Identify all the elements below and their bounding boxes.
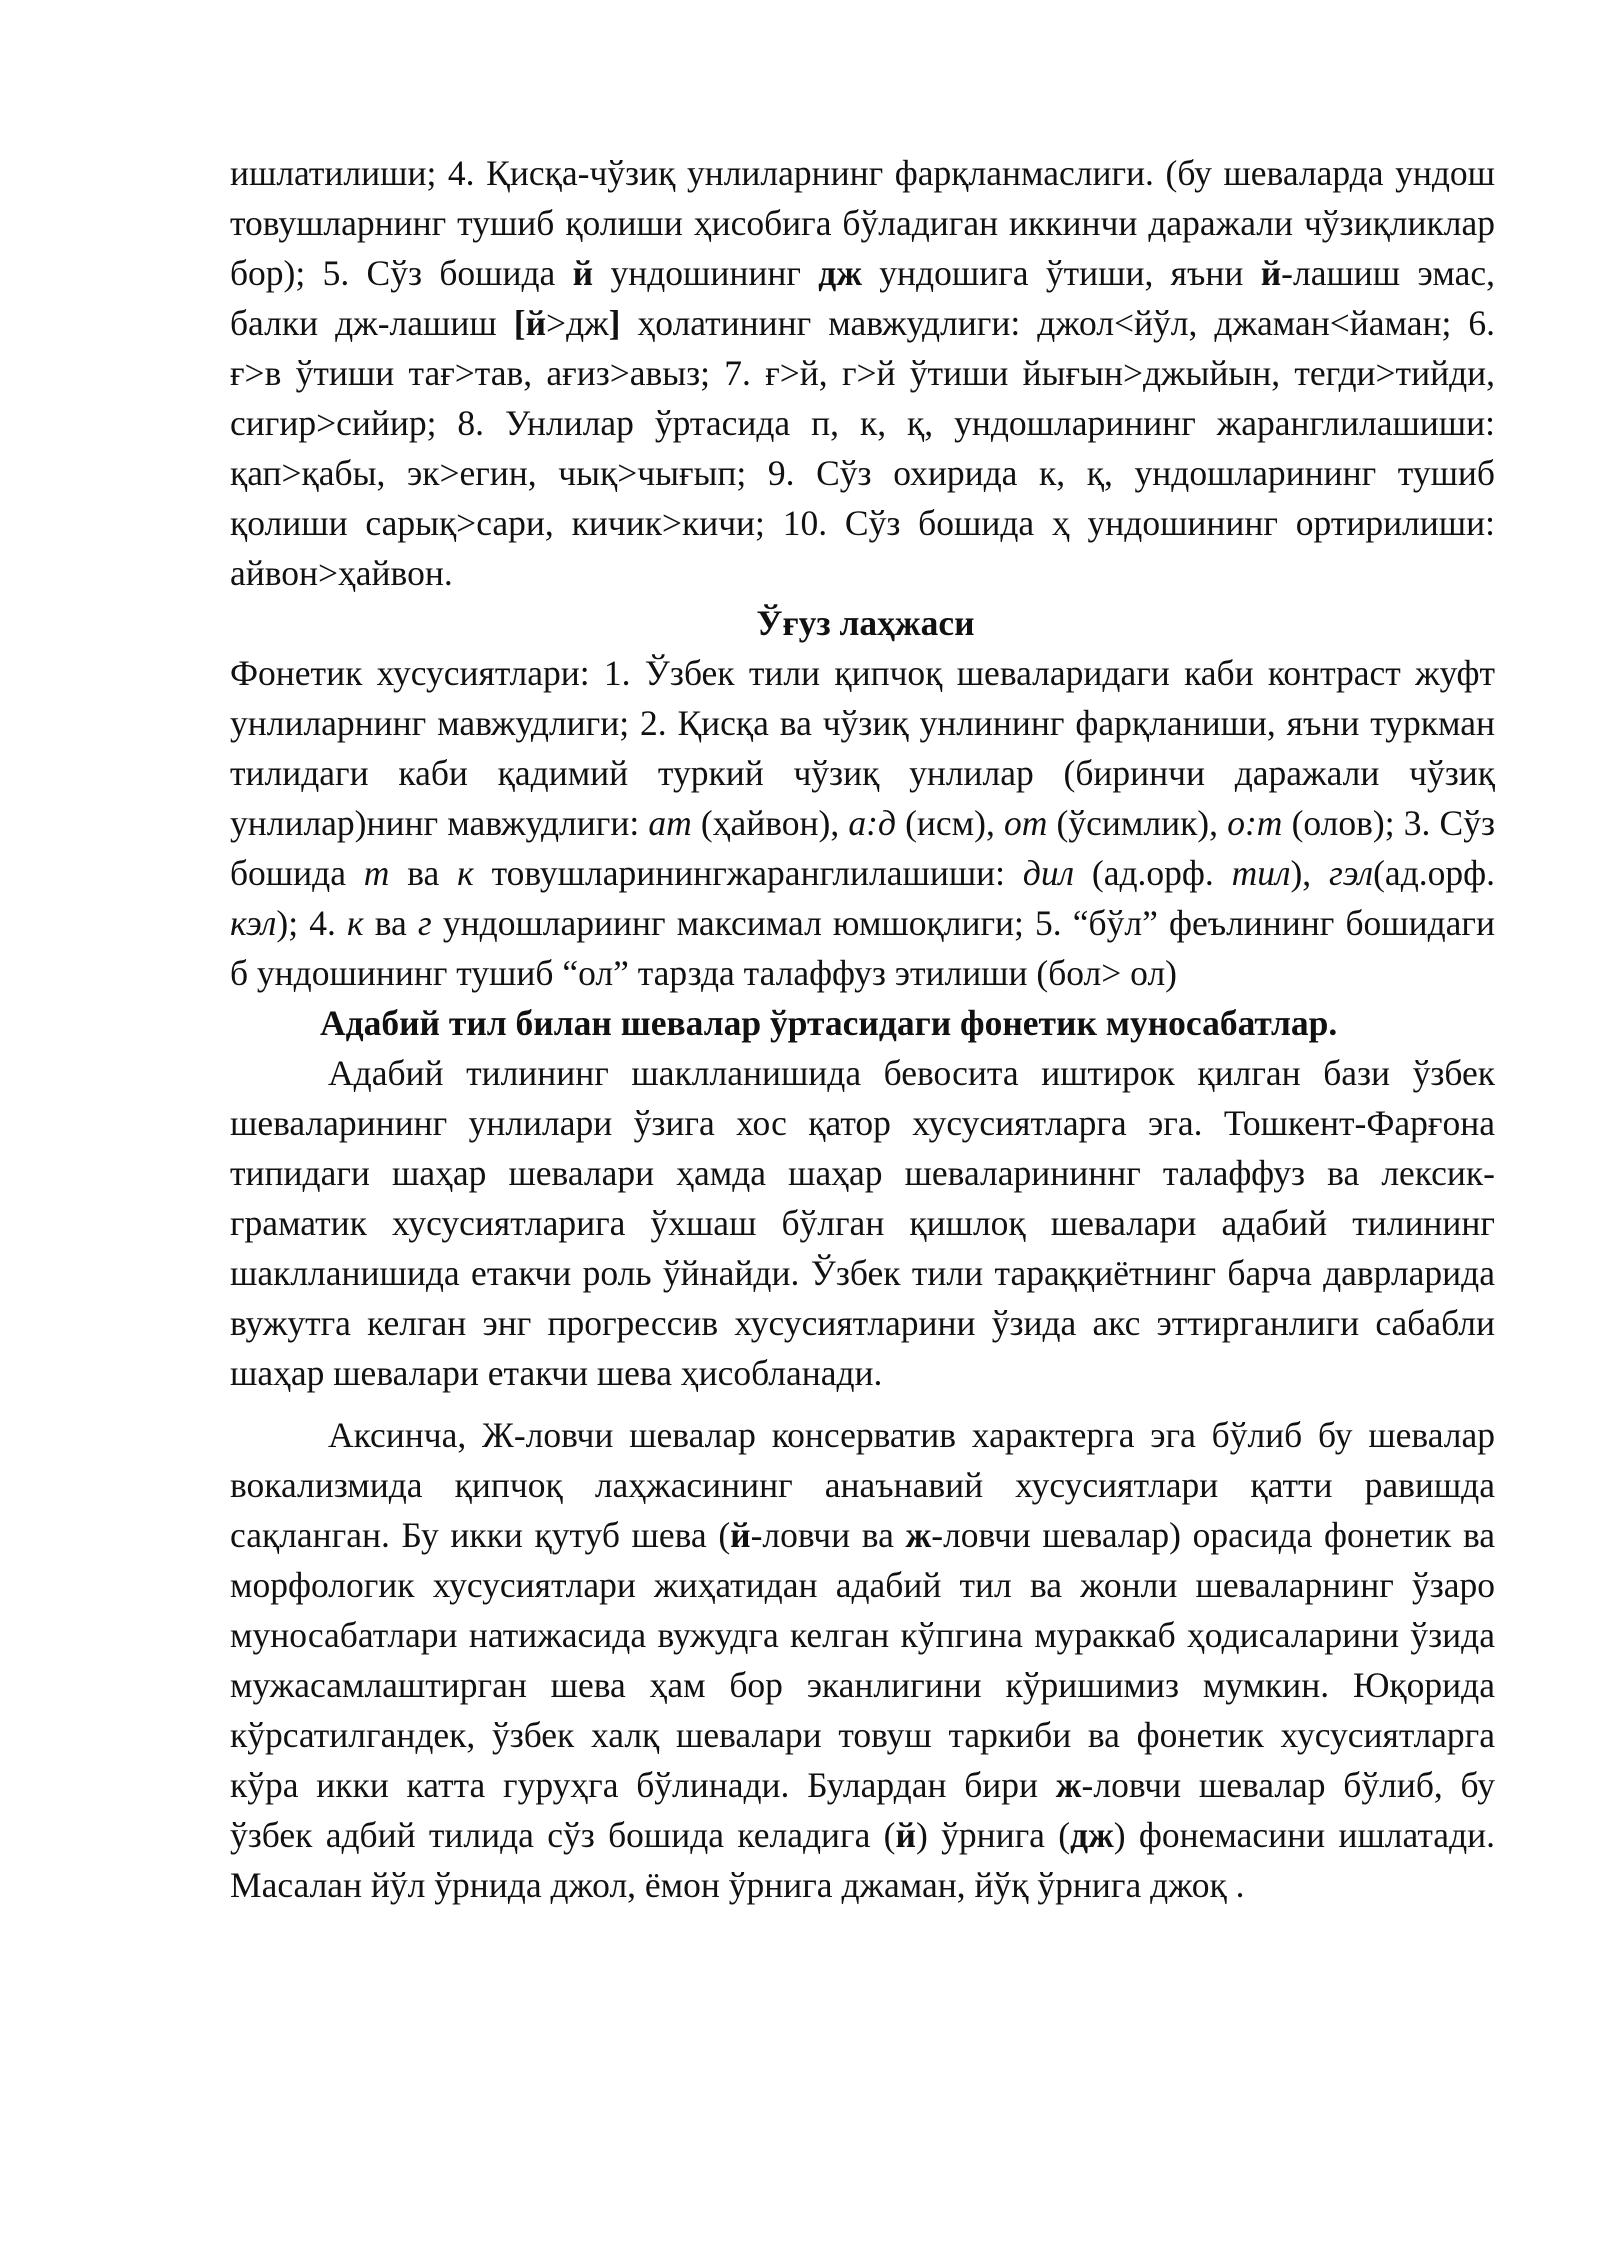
italic-run: а:д	[848, 803, 896, 843]
text-run: -ловчи ва	[750, 1515, 906, 1555]
text-run: (ҳайвон),	[691, 803, 849, 843]
bold-run: дж	[1070, 1815, 1114, 1855]
bold-run: ж	[905, 1515, 932, 1555]
text-run: -ловчи шевалар) орасида фонетик ва морфологик хусусиятлари жиҳатидан адабий тил ва жонли шеваларнинг ўзаро муносабатлари натижасида вужудга келган кўпгина мураккаб ҳодисаларини ўзида мужасамлаштирган шева ҳам бор эканлигини кўришимиз мумкин. Юқорида кўрсатилгандек, ўзбек халқ шевалари товуш таркиби ва фонетик хусусиятларга кўра икки катта гуруҳга бўлинади. Булардан бири	[230, 1515, 1495, 1805]
italic-run: от	[1004, 803, 1048, 843]
italic-run: ат	[648, 803, 692, 843]
document-page	[230, 148, 1495, 1910]
bold-run: дж	[818, 253, 862, 293]
bold-run: ]	[608, 303, 621, 343]
italic-run: кэл	[230, 903, 277, 943]
bold-run: й	[572, 253, 594, 293]
text-run: (олов); 3. Сўз бошида	[230, 803, 1496, 893]
bold-run: й	[895, 1815, 916, 1855]
italic-run: гэл	[1329, 853, 1374, 893]
italic-run: т	[363, 853, 390, 893]
italic-run: о:т	[1227, 803, 1283, 843]
text-run: ҳолатининг мавжудлиги: джол<йўл, джаман<йаман; 6. ғ>в ўтиши тағ>тав, ағиз>авыз; 7. ғ>й, г>й ўтиши йығын>джыйын, тегди>тийди, сигир>сийир; 8. Унлилар ўртасида п, к, қ, ундошларининг жаранглилашиши: қап>қабы, эк>егин, чық>чығып; 9. Сўз охирида к, қ, ундошларининг тушиб қолиши сарық>сари, кичик>кичи; 10. Сўз бошида ҳ ундошининг ортирилиши: айвон>ҳайвон.	[230, 303, 1496, 593]
paragraph-oguz-phonetics	[230, 648, 1495, 998]
text-run: Аксинча, Ж-ловчи шевалар консерватив характерга эга бўлиб бу шевалар вокализмида қипчоқ лаҳжасининг анаънавий хусусиятлари қатти равишда сақланган. Бу икки қутуб шева (	[230, 1415, 1495, 1555]
text-run: ); 4.	[276, 903, 347, 943]
text-run: ва	[389, 853, 458, 893]
paragraph-adabiy: Адабий тилининг шаклланишида бевосита иштирок қилган бази ўзбек шеваларининг унлилари ўзига хос қатор хусусиятларга эга. Тошкент-Фарғона типидаги шаҳар шевалари ҳамда шаҳар шеваларининнг талаффуз ва лексик-граматик хусусиятларига ўхшаш бўлган қишлоқ шевалари адабий тилининг шаклланишида етакчи роль ўйнайди. Ўзбек тили тараққиётнинг барча даврларида вужутга келган энг прогрессив хусусиятларини ўзида акс эттирганлиги сабабли шаҳар шевалари етакчи шева ҳисобланади.	[230, 1053, 1495, 1393]
text-run: (исм),	[895, 803, 1004, 843]
italic-run: к	[346, 903, 364, 943]
bold-run: й	[730, 1515, 751, 1555]
text-run: ундошининг	[593, 253, 819, 293]
italic-run: дил	[1022, 853, 1075, 893]
text-run: ) фонемасини ишлатади. Масалан йўл ўрнида джол, ёмон ўрнига джаман, йўқ ўрнига джоқ .	[230, 1815, 1496, 1905]
text-run: -ловчи шевалар бўлиб, бу ўзбек адбий тилида сўз бошида келадига (	[230, 1765, 1495, 1855]
text-run: (ад.орф.	[1373, 853, 1496, 893]
text-run: >дж	[546, 303, 609, 343]
text-run: ундошлариинг максимал юмшоқлиги; 5. “бўл” феълининг бошидаги б ундошининг тушиб “ол” тарзда талаффуз этилиши (бол> ол)	[230, 903, 1495, 993]
section-heading-adabiy: Адабий тил билан шевалар ўртасидаги фонетик муносабатлар.	[320, 1003, 1338, 1043]
bold-run: ж	[1055, 1765, 1082, 1805]
text-run: (ўсимлик),	[1047, 803, 1228, 843]
italic-run: г	[417, 903, 432, 943]
text-run: ) ўрнига (	[915, 1815, 1071, 1855]
text-run: ишлатилиши; 4. Қисқа-чўзиқ унлиларнинг фарқланмаслиги. (бу шеваларда ундош товушларнинг тушиб қолиши ҳисобига бўладиган иккинчи даражали чўзиқликлар бор); 5. Сўз бошида	[230, 153, 1495, 293]
italic-run: к	[457, 853, 474, 893]
section-heading-oguz: Ўғуз лаҳжаси	[756, 603, 975, 643]
text-run: товушларинингжаранглилашиши:	[473, 853, 1023, 893]
italic-run: тил	[1231, 853, 1291, 893]
text-run: Фонетик хусусиятлари: 1. Ўзбек тили қипчоқ шеваларидаги каби контраст жуфт унлиларнинг мавжудлиги; 2. Қисқа ва чўзиқ унлининг фарқланиши, яъни туркман тилидаги каби қадимий туркий чўзиқ унлилар (биринчи даражали чўзиқ унлилар)нинг мавжудлиги:	[230, 653, 1495, 843]
bold-run: й	[1260, 253, 1282, 293]
text-run: (ад.орф.	[1074, 853, 1232, 893]
paragraph-aksincha	[230, 1410, 1495, 1910]
paragraph-intro	[230, 148, 1495, 598]
text-run: -лашиш эмас, балки дж-лашиш	[230, 253, 1496, 343]
text-run: ва	[363, 903, 418, 943]
text-run: ),	[1290, 853, 1329, 893]
text-run: ундошига ўтиши, яъни	[861, 253, 1261, 293]
bold-run: [й	[513, 303, 547, 343]
